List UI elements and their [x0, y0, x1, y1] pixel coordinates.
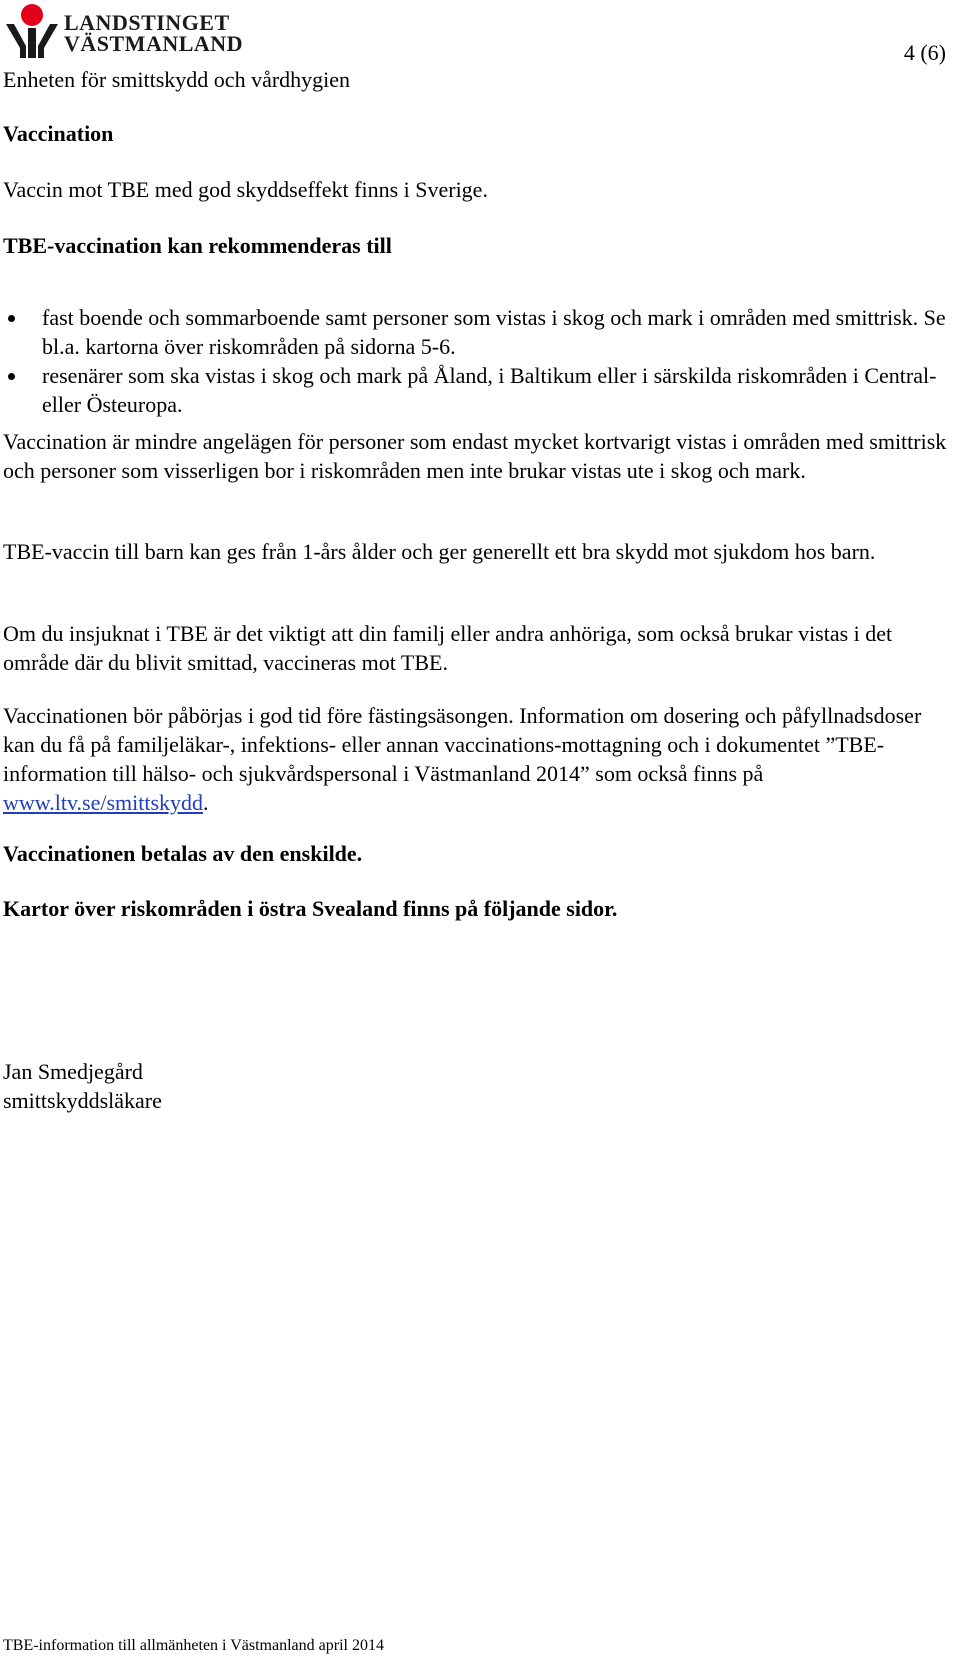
- recommendation-list: [0, 303, 950, 419]
- smittskydd-link[interactable]: www.ltv.se/smittskydd: [3, 790, 204, 815]
- paragraph-less-urgent: Vaccination är mindre angelägen för personer som endast mycket kortvarigt vistas i områden med smittrisk och personer som visserligen bor i riskområden men inte brukar vistas ute i skog och mark.: [3, 429, 947, 483]
- bullet-icon: [8, 315, 15, 322]
- list-item: fast boende och sommarboende samt personer som vistas i skog och mark i områden med smittrisk. Se bl.a. kartorna över riskområden på sidorna 5-6.: [0, 303, 950, 361]
- paragraph-family: Om du insjuknat i TBE är det viktigt att din familj eller andra anhöriga, som också brukar vistas i det område där du blivit smittad, vaccineras mot TBE.: [3, 621, 893, 675]
- heading-vaccination: Vaccination: [3, 121, 114, 146]
- logo-line-2: VÄSTMANLAND: [64, 31, 244, 56]
- intro-paragraph: Vaccin mot TBE med god skyddseffekt finns i Sverige.: [3, 177, 488, 202]
- footer-text: TBE-information till allmänheten i Västmanland april 2014: [3, 1637, 384, 1654]
- organization-logo: [4, 2, 244, 62]
- logo-line-1: LANDSTINGET: [64, 10, 230, 35]
- signature-title: smittskyddsläkare: [3, 1088, 162, 1113]
- signature-block: [3, 1057, 948, 1115]
- page-number: 4 (6): [903, 40, 946, 65]
- paragraph-timing: Vaccinationen bör påbörjas i god tid före fästingsäsongen. Information om dosering och påfyllnadsdoser kan du få på familjeläkar-, infektions- eller annan vaccinations-mottagning och i dokumentet ”TBE-information till hälso- och sjukvårdspersonal i Västmanland 2014” som också finns på www.ltv.se/smittskydd.: [3, 703, 922, 815]
- recommend-heading: TBE-vaccination kan rekommenderas till: [3, 233, 392, 258]
- bullet-icon: [8, 373, 15, 380]
- logo-symbol-icon: [4, 2, 64, 62]
- list-item: resenärer som ska vistas i skog och mark på Åland, i Baltikum eller i särskilda riskområden i Central- eller Östeuropa.: [0, 361, 950, 419]
- signature-name: Jan Smedjegård: [3, 1059, 143, 1084]
- maps-note: Kartor över riskområden i östra Svealand finns på följande sidor.: [3, 896, 618, 921]
- unit-name: Enheten för smittskydd och vårdhygien: [3, 67, 351, 92]
- paid-note: Vaccinationen betalas av den enskilde.: [3, 841, 363, 866]
- paragraph-children: TBE-vaccin till barn kan ges från 1-års ålder och ger generellt ett bra skydd mot sjukdom hos barn.: [3, 539, 876, 564]
